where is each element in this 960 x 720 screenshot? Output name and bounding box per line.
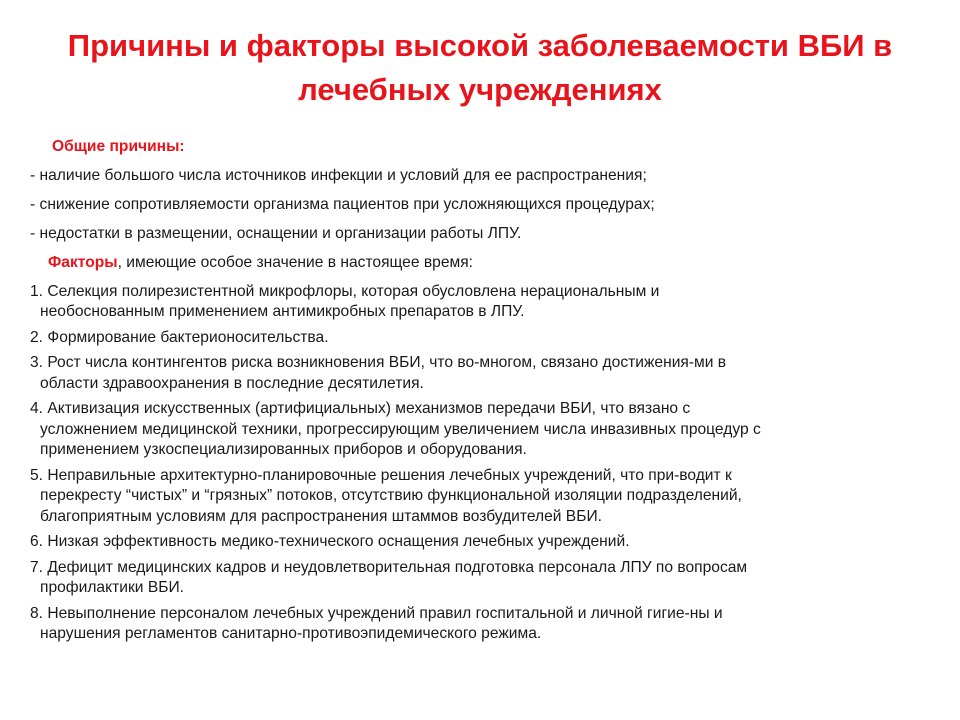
factors-heading-rest: , имеющие особое значение в настоящее время: [117, 253, 473, 271]
factor-item-5 [30, 466, 940, 528]
factor-item-7 [30, 558, 940, 599]
factor-line: благоприятным условиям для распространения штаммов возбудителей ВБИ. [40, 507, 602, 525]
factor-line: усложнением медицинской техники, прогрессирующим увеличением числа инвазивных процедур с [40, 420, 761, 438]
factors-intro [48, 253, 940, 274]
slide-body [30, 137, 940, 650]
slide-title-line-2: лечебных учреждениях [298, 72, 662, 107]
factor-line: 8. Невыполнение персоналом лечебных учреждений правил госпитальной и личной гигие-ны и [30, 604, 723, 622]
factor-line: 6. Низкая эффективность медико-технического оснащения лечебных учреждений. [30, 533, 630, 550]
factor-line: необоснованным применением антимикробных препаратов в ЛПУ. [40, 303, 525, 320]
factor-item-4 [30, 399, 940, 461]
factor-line: применением узкоспециализированных приборов и оборудования. [40, 441, 527, 458]
factor-line: 5. Неправильные архитектурно-планировочные решения лечебных учреждений, что при-водит к [30, 466, 732, 484]
factor-line: 2. Формирование бактерионосительства. [30, 328, 329, 346]
factor-item-8 [30, 604, 940, 645]
factor-line: 4. Активизация искусственных (артифициальных) механизмов передачи ВБИ, что вязано с [30, 400, 691, 417]
slide-title [30, 24, 930, 112]
factor-line: 7. Дефицит медицинских кадров и неудовлетворительная подготовка персонала ЛПУ по вопросам [30, 558, 748, 576]
factor-line: профилактики ВБИ. [40, 579, 184, 596]
factor-line: 3. Рост числа контингентов риска возникновения ВБИ, что во-многом, связано достижения-ми в [30, 354, 727, 371]
general-cause-item: - снижение сопротивляемости организма пациентов при усложняющихся процедурах; [30, 195, 655, 213]
factor-line: нарушения регламентов санитарно-противоэпидемического режима. [40, 625, 542, 642]
factors-heading: Факторы [48, 253, 118, 271]
general-cause-item: - недостатки в размещении, оснащении и организации работы ЛПУ. [30, 224, 522, 242]
factor-item-6 [30, 532, 940, 553]
factor-line: перекресту “чистых” и “грязных” потоков, отсутствию функциональной изоляции подразделений, [40, 487, 742, 504]
factor-item-3 [30, 353, 940, 394]
general-cause-item: - наличие большого числа источников инфекции и условий для ее распространения; [30, 166, 647, 184]
slide-title-line-1: Причины и факторы высокой заболеваемости ВБИ в [67, 28, 893, 63]
general-causes-heading: Общие причины: [52, 138, 185, 155]
factor-item-1 [30, 282, 940, 323]
factor-line: области здравоохранения в последние десятилетия. [40, 374, 424, 392]
factor-item-2 [30, 328, 940, 349]
factor-line: 1. Селекция полирезистентной микрофлоры, которая обусловлена нерациональным и [30, 282, 660, 300]
